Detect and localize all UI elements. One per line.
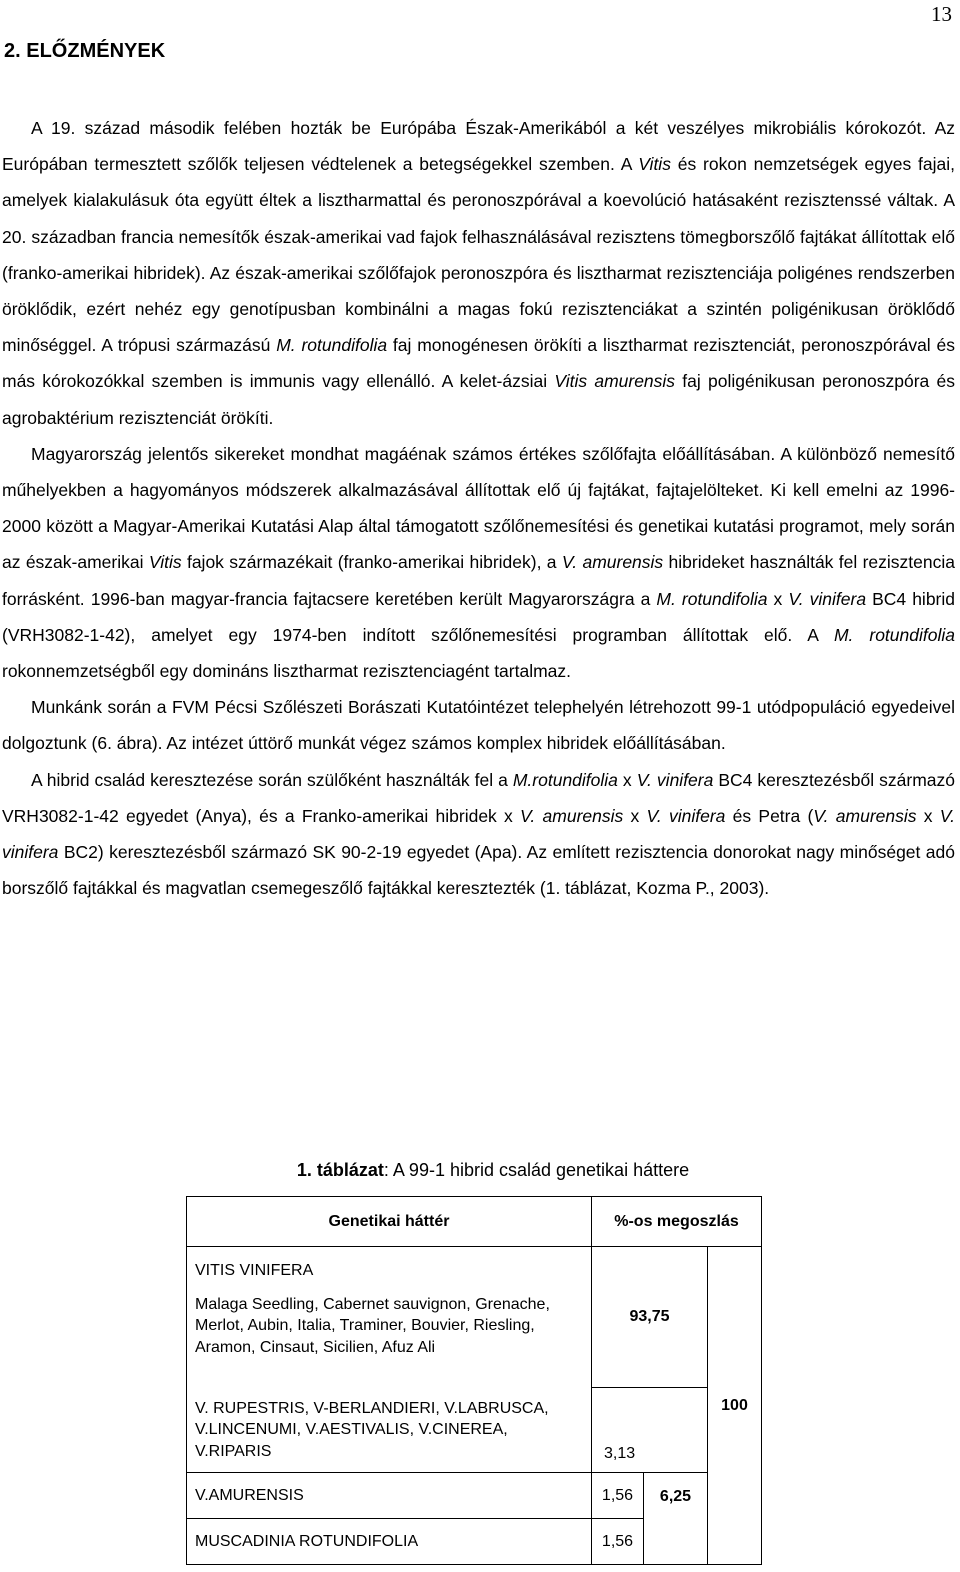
table-caption-text: : A 99-1 hibrid család genetikai háttere <box>383 1160 690 1180</box>
american-species: V. RUPESTRIS, V-BERLANDIERI, V.LABRUSCA, V.LINCENUMI, V.AESTIVALIS, V.CINEREA, V.RIPARIS <box>195 1399 549 1460</box>
text-run: faj monogénesen örökíti a lisztharmat rezisztenciát, peronoszpórával és más kórokozókkal szemben is immunis vagy ellenálló. A kelet-ázsiai <box>2 335 955 392</box>
page-number: 13 <box>931 2 952 26</box>
text-run: x <box>623 805 647 826</box>
paragraph <box>2 110 955 436</box>
muscadinia-percent: 1,56 <box>592 1519 644 1565</box>
header-genetic-background: Genetikai háttér <box>187 1197 592 1247</box>
table-caption <box>0 1160 960 1181</box>
italic-term: Vitis <box>148 552 182 573</box>
text-run: x <box>916 805 940 826</box>
header-percent-distribution: %-os megoszlás <box>592 1197 762 1247</box>
total-percent-value: 100 <box>721 1396 748 1414</box>
italic-term: V. amurensis <box>520 805 624 826</box>
italic-term: Vitis amurensis <box>554 371 676 392</box>
text-run: hibrideket használták fel rezisztencia forrásként. 1996-ban magyar-francia fajtacsere keretében került Magyarországra a <box>2 552 955 609</box>
american-percent-cell <box>592 1388 708 1473</box>
vitis-vinifera-title: VITIS VINIFERA <box>195 1262 314 1279</box>
text-run: és Petra ( <box>725 805 814 826</box>
table-caption-label: 1. táblázat <box>296 1160 384 1180</box>
muscadinia-label: MUSCADINIA ROTUNDIFOLIA <box>187 1519 592 1565</box>
total-percent <box>708 1247 762 1565</box>
italic-term: V. vinifera <box>788 588 867 609</box>
italic-term: M. rotundifolia <box>833 624 955 645</box>
body-text <box>2 110 955 906</box>
italic-term: M.rotundifolia <box>512 769 618 790</box>
vitis-vinifera-cell <box>187 1247 592 1388</box>
subtotal-percent-cell <box>644 1473 708 1565</box>
italic-term: V. amurensis <box>561 552 664 573</box>
italic-term: V. amurensis <box>813 805 917 826</box>
text-run: fajok származékait (franko-amerikai hibridek), a <box>181 552 562 573</box>
american-species-cell <box>187 1388 592 1473</box>
american-percent: 3,13 <box>604 1445 636 1462</box>
text-run: A hibrid család keresztezése során szülőként használták fel a <box>31 769 513 790</box>
italic-term: V. vinifera <box>646 805 726 826</box>
text-run: és rokon nemzetségek egyes fajai, amelyek kialakulásuk óta együtt éltek a lisztharmattal és peronoszpórával a koevolúció hatásaként rezisztenssé váltak. A 20. században francia nemesítők észak-amerikai vad fajok felhasználásával rezisztens tömegborszőlő fajtákat állítottak elő (franko-amerikai hibridek). Az észak-amerikai szőlőfajok peronoszpóra és lisztharmat rezisztenciája poligénes rendszerben öröklődik, ezért nehéz egy genotípusban kombinálni a magas fokú rezisztenciákat a szintén poligénikusan öröklődő minőséggel. A trópusi származású <box>2 154 955 356</box>
text-run: BC4 hibrid (VRH3082-1-42), amelyet egy 1974-ben indított szőlőnemesítési programban állítottak elő. A <box>2 588 956 645</box>
italic-term: V. vinifera <box>2 805 956 863</box>
text-run: A 19. század második felében hozták be Európába Észak-Amerikából a két veszélyes mikrobiális kórokozót. Az Európában termesztett szőlők teljesen védtelenek a betegségekkel szemben. A <box>2 118 955 175</box>
italic-term: M. rotundifolia <box>656 588 768 609</box>
text-run: BC2) keresztezésből származó SK 90-2-19 egyedet (Apa). Az említett rezisztencia donorokat nagy minőséget adó borszőlő fajtákkal és magvatlan csemegeszőlő fajtákkal keresztezték (1. táblázat, Kozma P., 2003). <box>2 842 955 899</box>
vitis-vinifera-varieties: Malaga Seedling, Cabernet sauvignon, Grenache, Merlot, Aubin, Italia, Traminer, Bouvier, Riesling, Aramon, Cinsaut, Sicilien, Afuz Ali <box>195 1295 550 1356</box>
italic-term: Vitis <box>638 154 671 175</box>
text-run: Magyarország jelentős sikereket mondhat magáénak számos értékes szőlőfajta előállításában. A különböző nemesítő műhelyekben a hagyományos módszerek alkalmazásával állítottak elő új fajtákat, fajtajelölteket. Ki kell emelni az 1996-2000 között a Magyar-Amerikai Kutatási Alap által támogatott szőlőnemesítési és genetikai kutatási programot, mely során az észak-amerikai <box>2 443 955 573</box>
text-run: Munkánk során a FVM Pécsi Szőlészeti Borászati Kutatóintézet telephelyén létrehozott 99-1 utódpopuláció egyedeivel dolgoztunk (6. ábra). Az intézet úttörő munkát végez számos komplex hibridek előállításában. <box>2 697 955 754</box>
genetic-background-table <box>186 1196 762 1565</box>
amurensis-label: V.AMURENSIS <box>187 1473 592 1519</box>
paragraph <box>2 436 955 689</box>
amurensis-percent: 1,56 <box>592 1473 644 1519</box>
text-run: x <box>767 588 789 609</box>
text-run: rokonnemzetségből egy domináns lisztharmat rezisztenciagént tartalmaz. <box>2 661 572 682</box>
subtotal-percent: 6,25 <box>659 1488 692 1505</box>
paragraph <box>2 689 955 761</box>
text-run: BC4 keresztezésből származó VRH3082-1-42 egyedet (Anya), és a Franko-amerikai hibridek x <box>2 769 955 826</box>
italic-term: V. vinifera <box>636 769 714 790</box>
paragraph <box>2 762 955 907</box>
text-run: faj poligénikusan peronoszpóra és agrobaktérium rezisztenciát örökíti. <box>2 371 955 428</box>
vinifera-percent: 93,75 <box>592 1247 708 1388</box>
italic-term: M. rotundifolia <box>276 335 388 356</box>
text-run: x <box>617 769 637 790</box>
section-heading: 2. ELŐZMÉNYEK <box>4 40 166 62</box>
